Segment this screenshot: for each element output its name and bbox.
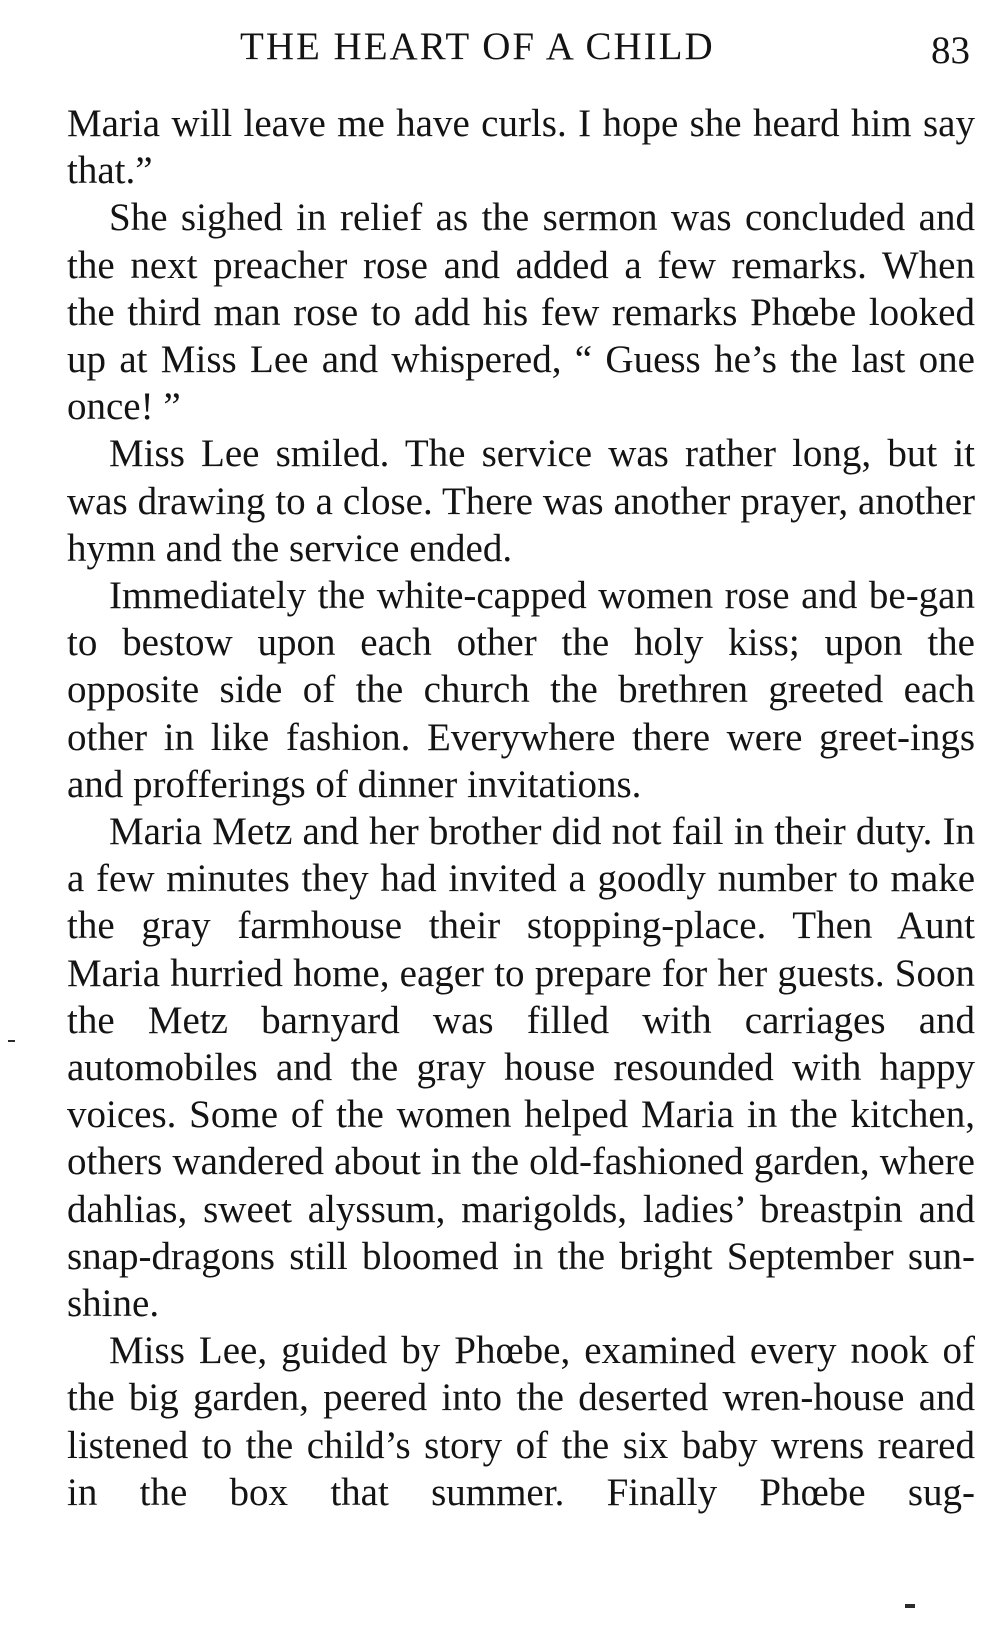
bottom-speck bbox=[905, 1604, 915, 1608]
paragraph-1: Maria will leave me have curls. I hope she heard him say that.” bbox=[67, 102, 975, 193]
paragraph-2: She sighed in relief as the sermon was concluded and the next preacher rose and added a few remarks. When the third man rose to add his few remarks Phœbe looked up at Miss Lee and whispered, “ Guess he’s the last one once! ” bbox=[67, 196, 975, 429]
running-title: THE HEART OF A CHILD bbox=[240, 25, 715, 68]
margin-speck-left bbox=[8, 1040, 15, 1042]
paragraph-5: Maria Metz and her brother did not fail in their duty. In a few minutes they had invited a goodly number to make the gray farmhouse their stopping-place. Then Aunt Maria hurried home, eager to prepare for her guests. Soon the Metz barnyard was filled with carriages and automobiles and the gray house resounded with happy voices. Some of the women helped Maria in the kitchen, others wandered about in the old-fashioned garden, where dahlias, sweet alyssum, marigolds, ladies’ breastpin and snap-dragons still bloomed in the bright September sun-shine. bbox=[67, 810, 975, 1326]
page-number: 83 bbox=[931, 29, 970, 72]
paragraph-6: Miss Lee, guided by Phœbe, examined every nook of the big garden, peered into the deserted wren-house and listened to the child’s story of the six baby wrens reared in the box that summer. Finally Phœbe sug- bbox=[67, 1329, 975, 1514]
paragraph-4: Immediately the white-capped women rose and be-gan to bestow upon each other the holy kiss; upon the opposite side of the church the brethren greeted each other in like fashion. Everywhere there were greet-ings and profferings of dinner invitations. bbox=[67, 574, 975, 806]
running-head bbox=[0, 22, 1000, 72]
paragraph-3: Miss Lee smiled. The service was rather long, but it was drawing to a close. There was another prayer, another hymn and the service ended. bbox=[67, 432, 975, 570]
body-text bbox=[67, 100, 975, 1516]
